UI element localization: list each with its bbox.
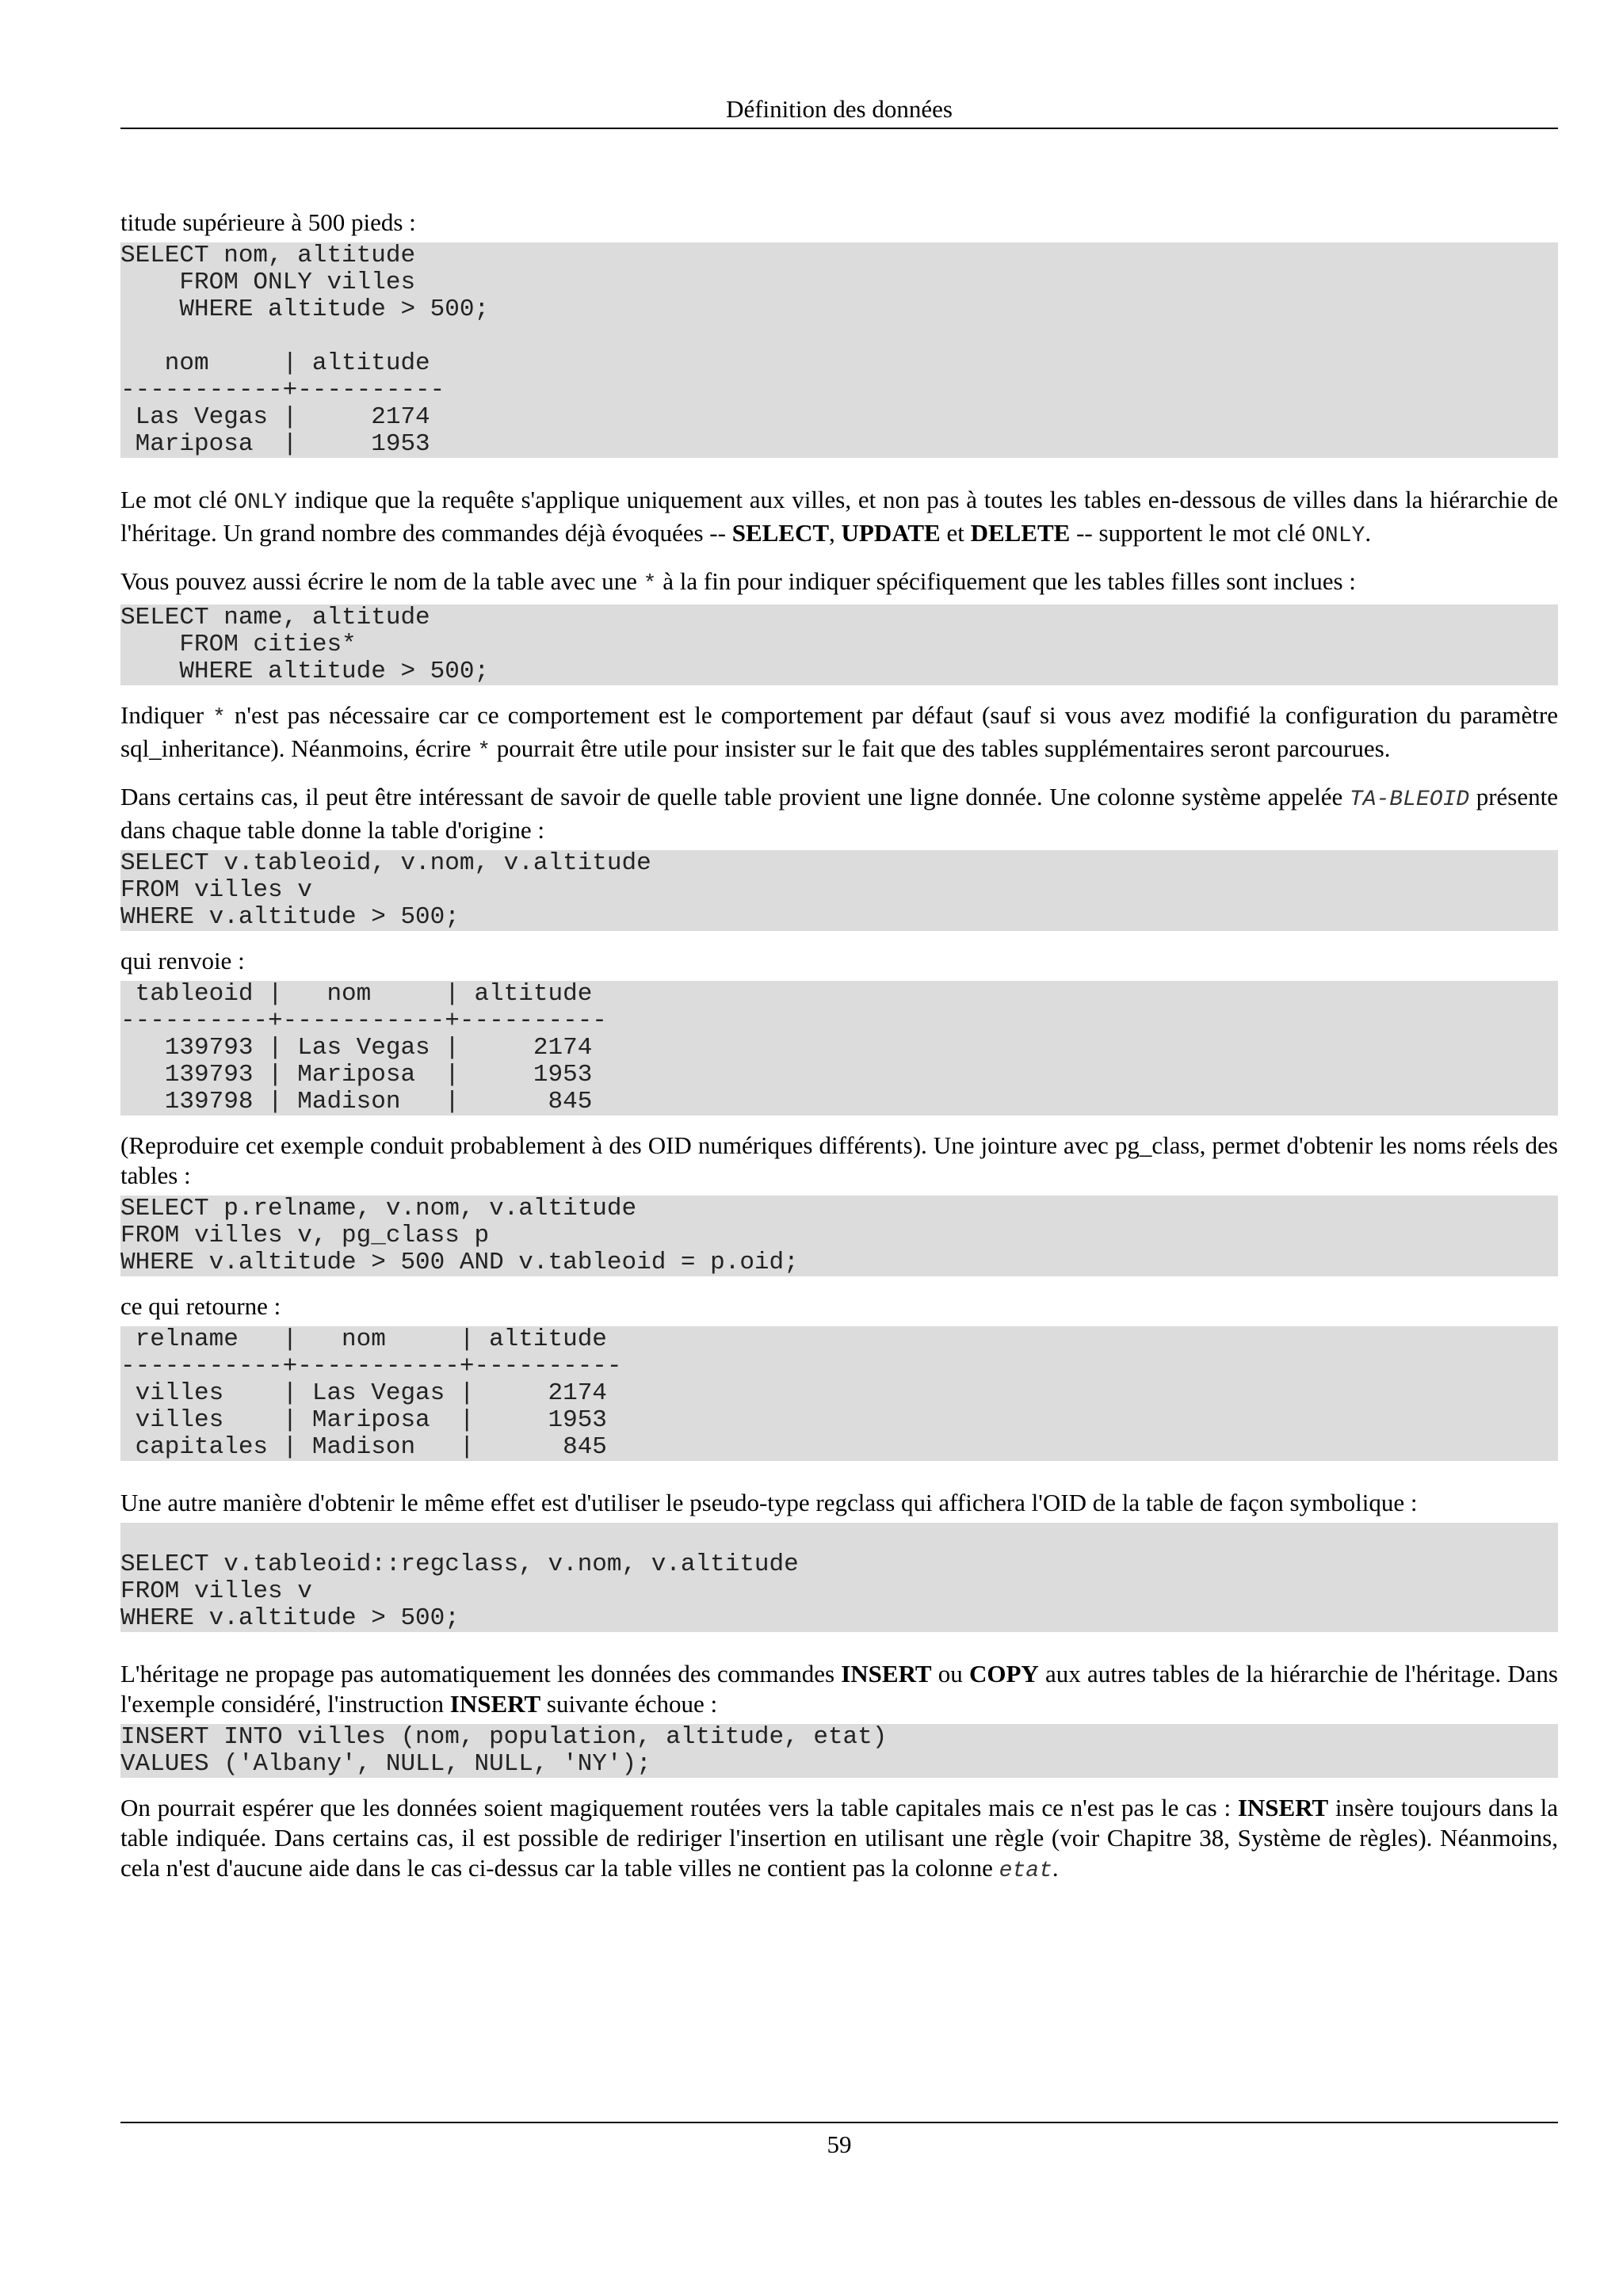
inline-code: TA-BLEOID (1349, 788, 1470, 812)
header-rule (120, 128, 1558, 129)
keyword-insert: INSERT (449, 1690, 541, 1718)
text: . (1365, 519, 1372, 547)
page-body (120, 208, 1558, 1886)
text: insère toujours dans la table indiquée. Dans certains cas, il est possible de rediriger l'insertion en utilisant une règle (voir Chapitre 38, Système de règles). Néanmoins, cela n'est d'aucune aide dans le cas ci-dessus car la table villes ne contient pas la colonne (120, 1794, 1559, 1882)
text: On pourrait espérer que les données soient magiquement routées vers la table capitales mais ce n'est pas le cas : (120, 1794, 1238, 1821)
inline-code: ONLY (1312, 524, 1365, 548)
text: suivante échoue : (540, 1690, 718, 1718)
inline-code: ONLY (234, 490, 288, 515)
code-block-insert: INSERT INTO villes (nom, population, altitude, etat) VALUES ('Albany', NULL, NULL, 'NY'); (120, 1724, 1558, 1778)
paragraph-insert-copy (120, 1659, 1558, 1719)
text: Dans certains cas, il peut être intéressant de savoir de quelle table provient une ligne donnée. Une colonne système appelée (120, 783, 1350, 810)
text: . (1052, 1854, 1059, 1882)
keyword-insert: INSERT (841, 1660, 932, 1688)
inline-code: * (643, 572, 657, 597)
paragraph-routing (120, 1793, 1558, 1886)
inline-code: * (477, 739, 491, 764)
paragraph-default-behaviour (120, 700, 1558, 767)
text: ou (931, 1660, 969, 1688)
keyword-select: SELECT (731, 519, 830, 547)
text: Le mot clé (120, 486, 235, 513)
paragraph-returns: qui renvoie : (120, 947, 245, 974)
keyword-delete: DELETE (970, 519, 1071, 547)
paragraph-regclass: Une autre manière d'obtenir le même effet est d'utiliser le pseudo-type regclass qui affichera l'OID de la table de façon symbolique : (120, 1489, 1418, 1516)
paragraph-only-keyword (120, 485, 1558, 551)
inline-code: etat (999, 1859, 1052, 1883)
text: Indiquer (120, 701, 213, 729)
paragraph-which-returns: ce qui retourne : (120, 1292, 281, 1320)
code-block-select-only: SELECT nom, altitude FROM ONLY villes WHERE altitude > 500; nom | altitude -----------+---------- Las Vegas | 2174 Mariposa | 1953 (120, 242, 1558, 458)
text: pourrait être utile pour insister sur le fait que des tables supplémentaires seront parcourues. (491, 734, 1391, 762)
paragraph-tableoid (120, 782, 1558, 845)
paragraph-pg-class: (Reproduire cet exemple conduit probablement à des OID numériques différents). Une jointure avec pg_class, permet d'obtenir les noms réels des tables : (120, 1131, 1558, 1189)
paragraph-asterisk (120, 566, 1558, 600)
text: n'est pas nécessaire car ce comportement est le comportement par défaut (sauf si vous avez modifié la configuration du paramètre sql_inheritance). Néanmoins, écrire (120, 701, 1558, 762)
text: -- supportent le mot clé (1070, 519, 1312, 547)
code-block-select-regclass: SELECT v.tableoid::regclass, v.nom, v.altitude FROM villes v WHERE v.altitude > 500; (120, 1523, 1558, 1632)
text: et (940, 519, 971, 547)
running-header: Définition des données (726, 95, 953, 123)
page-number: 59 (827, 2130, 852, 2158)
code-block-result-relname: relname | nom | altitude -----------+-----------+---------- villes | Las Vegas | 2174 villes | Mariposa | 1953 capitales | Madison | 845 (120, 1326, 1558, 1461)
text: L'héritage ne propage pas automatiquement les données des commandes (120, 1660, 842, 1688)
code-block-result-tableoid: tableoid | nom | altitude ----------+-----------+---------- 139793 | Las Vegas | 2174 139793 | Mariposa | 1953 139798 | Madison | 845 (120, 981, 1558, 1116)
text: , (829, 519, 842, 547)
text: Vous pouvez aussi écrire le nom de la table avec une (120, 567, 643, 595)
code-block-select-cities: SELECT name, altitude FROM cities* WHERE altitude > 500; (120, 605, 1558, 685)
code-block-select-join: SELECT p.relname, v.nom, v.altitude FROM villes v, pg_class p WHERE v.altitude > 500 AND v.tableoid = p.oid; (120, 1196, 1558, 1276)
paragraph-intro: titude supérieure à 500 pieds : (120, 208, 416, 236)
footer-rule (120, 2122, 1558, 2123)
keyword-insert: INSERT (1237, 1794, 1329, 1821)
text: indique que la requête s'applique uniquement aux villes, et non pas à toutes les tables en-dessous de villes dans la hiérarchie de l'héritage. Un grand nombre des commandes déjà évoquées -- (120, 486, 1558, 547)
text: à la fin pour indiquer spécifiquement que les tables filles sont inclues : (656, 567, 1356, 595)
keyword-update: UPDATE (841, 519, 941, 547)
code-block-select-tableoid: SELECT v.tableoid, v.nom, v.altitude FROM villes v WHERE v.altitude > 500; (120, 850, 1558, 931)
text: présente dans chaque table donne la table d'origine : (120, 783, 1558, 844)
keyword-copy: COPY (968, 1660, 1039, 1688)
text: aux autres tables de la hiérarchie de l'héritage. Dans l'exemple considéré, l'instruction (120, 1660, 1558, 1718)
inline-code: * (212, 706, 226, 730)
